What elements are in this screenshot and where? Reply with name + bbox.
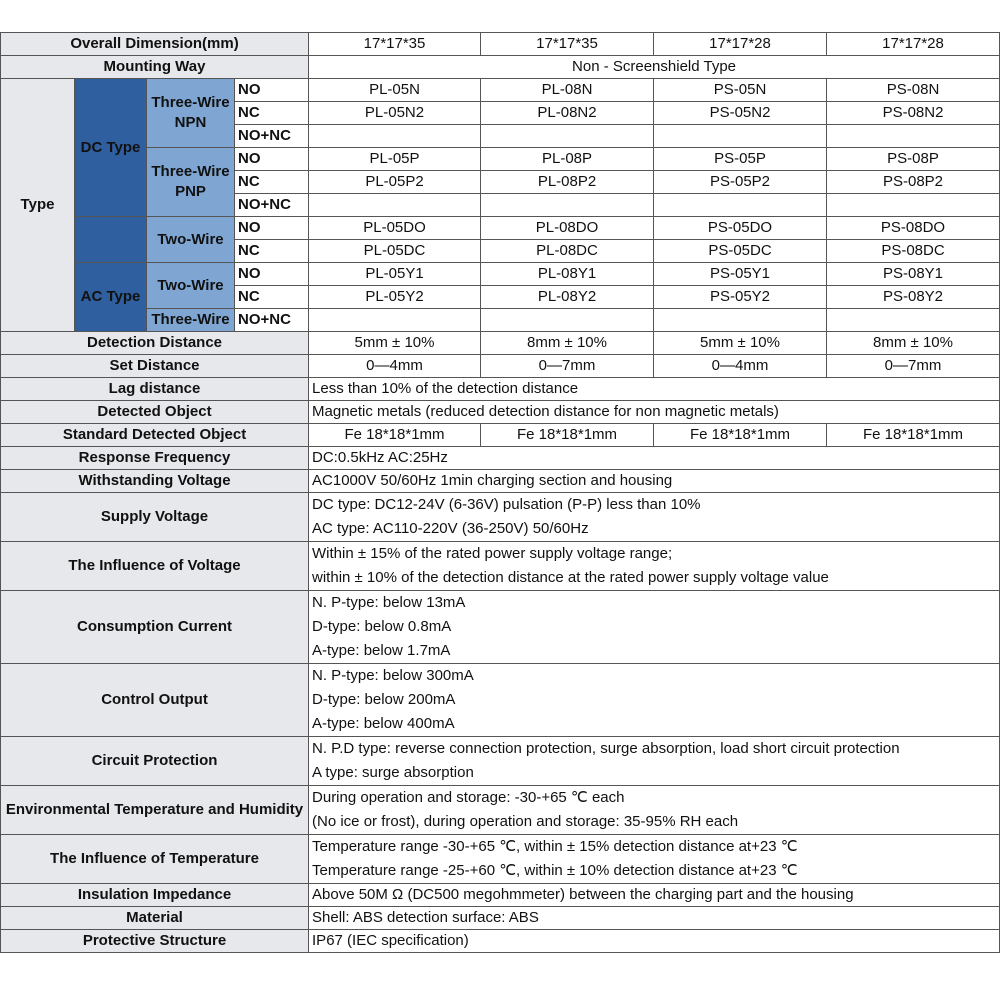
label-lag-distance: Lag distance (1, 378, 309, 401)
label-withstanding-voltage: Withstanding Voltage (1, 470, 309, 493)
detection-distance-value: 5mm ± 10% (309, 332, 481, 355)
label-three-wire-pnp: Three-Wire PNP (147, 148, 235, 217)
contact-label: NO (235, 217, 309, 240)
model-cell (309, 309, 481, 332)
set-distance-value: 0—4mm (654, 355, 827, 378)
row-type-dc-two-wire-no (1, 217, 1000, 240)
row-consumption-current (1, 591, 1000, 664)
consumption-current-line: D-type: below 0.8mA (312, 618, 452, 635)
label-ac-type: AC Type (75, 263, 147, 332)
label-circuit-protection: Circuit Protection (1, 737, 309, 786)
model-cell: PL-08DC (481, 240, 654, 263)
environment-line: During operation and storage: -30-+65 ℃ each (312, 789, 625, 806)
model-cell (309, 125, 481, 148)
model-cell: PL-08N2 (481, 102, 654, 125)
standard-object-value: Fe 18*18*1mm (654, 424, 827, 447)
model-cell (827, 309, 1000, 332)
model-cell (654, 125, 827, 148)
row-type-npn-no (1, 79, 1000, 102)
standard-object-value: Fe 18*18*1mm (309, 424, 481, 447)
label-overall-dimension: Overall Dimension(mm) (1, 33, 309, 56)
label-material: Material (1, 907, 309, 930)
contact-label: NO+NC (235, 125, 309, 148)
temperature-influence-line: Temperature range -25-+60 ℃, within ± 10% detection distance at+23 ℃ (312, 862, 798, 879)
supply-voltage-value (309, 493, 1000, 542)
row-material (1, 907, 1000, 930)
label-ac-three-wire: Three-Wire (147, 309, 235, 332)
standard-object-value: Fe 18*18*1mm (481, 424, 654, 447)
label-detected-object: Detected Object (1, 401, 309, 424)
voltage-influence-line: within ± 10% of the detection distance at the rated power supply voltage value (312, 569, 829, 586)
contact-label: NO+NC (235, 309, 309, 332)
supply-voltage-line: AC type: AC110-220V (36-250V) 50/60Hz (312, 520, 589, 537)
model-cell: PL-08P (481, 148, 654, 171)
model-cell: PS-05Y1 (654, 263, 827, 286)
model-cell: PS-05Y2 (654, 286, 827, 309)
model-cell: PS-05N2 (654, 102, 827, 125)
model-cell: PS-08N2 (827, 102, 1000, 125)
lag-distance-value: Less than 10% of the detection distance (309, 378, 1000, 401)
model-cell: PS-08DO (827, 217, 1000, 240)
contact-label: NO (235, 148, 309, 171)
detection-distance-value: 8mm ± 10% (481, 332, 654, 355)
model-cell: PS-05P2 (654, 171, 827, 194)
label-standard-detected-object: Standard Detected Object (1, 424, 309, 447)
circuit-protection-line: N. P.D type: reverse connection protection, surge absorption, load short circuit protection (312, 740, 900, 757)
row-circuit-protection (1, 737, 1000, 786)
dimension-value: 17*17*28 (654, 33, 827, 56)
voltage-influence-line: Within ± 15% of the rated power supply voltage range; (312, 545, 673, 562)
label-consumption-current: Consumption Current (1, 591, 309, 664)
label-set-distance: Set Distance (1, 355, 309, 378)
dimension-value: 17*17*35 (309, 33, 481, 56)
model-cell: PL-08Y2 (481, 286, 654, 309)
model-cell: PL-05P (309, 148, 481, 171)
detection-distance-value: 8mm ± 10% (827, 332, 1000, 355)
row-standard-detected-object (1, 424, 1000, 447)
model-cell: PL-05P2 (309, 171, 481, 194)
set-distance-value: 0—7mm (827, 355, 1000, 378)
row-type-ac-three-wire (1, 309, 1000, 332)
circuit-protection-line: A type: surge absorption (312, 764, 474, 781)
consumption-current-line: A-type: below 1.7mA (312, 642, 451, 659)
model-cell: PL-05DO (309, 217, 481, 240)
contact-label: NO (235, 263, 309, 286)
protective-structure-value: IP67 (IEC specification) (309, 930, 1000, 953)
control-output-line: A-type: below 400mA (312, 715, 455, 732)
model-cell: PL-08N (481, 79, 654, 102)
model-cell: PL-05Y2 (309, 286, 481, 309)
model-cell: PS-05DC (654, 240, 827, 263)
label-control-output: Control Output (1, 664, 309, 737)
insulation-value: Above 50M Ω (DC500 megohmmeter) between the charging part and the housing (309, 884, 1000, 907)
model-cell: PS-05N (654, 79, 827, 102)
label-mounting-way: Mounting Way (1, 56, 309, 79)
control-output-line: N. P-type: below 300mA (312, 667, 474, 684)
contact-label: NC (235, 102, 309, 125)
row-type-ac-two-wire-no (1, 263, 1000, 286)
material-value: Shell: ABS detection surface: ABS (309, 907, 1000, 930)
model-cell: PS-08N (827, 79, 1000, 102)
response-frequency-value: DC:0.5kHz AC:25Hz (309, 447, 1000, 470)
label-temperature-influence: The Influence of Temperature (1, 835, 309, 884)
row-mounting-way (1, 56, 1000, 79)
model-cell: PL-05N2 (309, 102, 481, 125)
model-cell: PL-05Y1 (309, 263, 481, 286)
model-cell (827, 125, 1000, 148)
model-cell (654, 194, 827, 217)
model-cell: PL-08DO (481, 217, 654, 240)
voltage-influence-value (309, 542, 1000, 591)
row-supply-voltage (1, 493, 1000, 542)
label-protective-structure: Protective Structure (1, 930, 309, 953)
label-supply-voltage: Supply Voltage (1, 493, 309, 542)
row-detected-object (1, 401, 1000, 424)
supply-voltage-line: DC type: DC12-24V (6-36V) pulsation (P-P) less than 10% (312, 496, 701, 513)
set-distance-value: 0—7mm (481, 355, 654, 378)
row-protective-structure (1, 930, 1000, 953)
contact-label: NC (235, 171, 309, 194)
model-cell: PS-05DO (654, 217, 827, 240)
environment-value (309, 786, 1000, 835)
dimension-value: 17*17*28 (827, 33, 1000, 56)
dc-type-continuation (75, 217, 147, 263)
withstanding-voltage-value: AC1000V 50/60Hz 1min charging section and housing (309, 470, 1000, 493)
spec-table (0, 32, 1000, 953)
model-cell (481, 309, 654, 332)
row-type-pnp-no (1, 148, 1000, 171)
row-control-output (1, 664, 1000, 737)
row-voltage-influence (1, 542, 1000, 591)
contact-label: NO+NC (235, 194, 309, 217)
label-voltage-influence: The Influence of Voltage (1, 542, 309, 591)
temperature-influence-value (309, 835, 1000, 884)
label-insulation: Insulation Impedance (1, 884, 309, 907)
contact-label: NC (235, 240, 309, 263)
detection-distance-value: 5mm ± 10% (654, 332, 827, 355)
mounting-value: Non - Screenshield Type (309, 56, 1000, 79)
label-three-wire-npn: Three-Wire NPN (147, 79, 235, 148)
row-overall-dimension (1, 33, 1000, 56)
model-cell: PS-05P (654, 148, 827, 171)
row-temperature-influence (1, 835, 1000, 884)
model-cell (827, 194, 1000, 217)
circuit-protection-value (309, 737, 1000, 786)
label-response-frequency: Response Frequency (1, 447, 309, 470)
model-cell: PS-08Y1 (827, 263, 1000, 286)
row-withstanding-voltage (1, 470, 1000, 493)
label-type: Type (1, 79, 75, 332)
label-detection-distance: Detection Distance (1, 332, 309, 355)
model-cell (481, 194, 654, 217)
model-cell: PL-08P2 (481, 171, 654, 194)
standard-object-value: Fe 18*18*1mm (827, 424, 1000, 447)
model-cell: PL-05N (309, 79, 481, 102)
detected-object-value: Magnetic metals (reduced detection distance for non magnetic metals) (309, 401, 1000, 424)
control-output-line: D-type: below 200mA (312, 691, 456, 708)
model-cell: PS-08P2 (827, 171, 1000, 194)
row-environment (1, 786, 1000, 835)
environment-line: (No ice or frost), during operation and storage: 35-95% RH each (312, 813, 739, 830)
label-dc-two-wire: Two-Wire (147, 217, 235, 263)
model-cell: PL-05DC (309, 240, 481, 263)
model-cell: PS-08Y2 (827, 286, 1000, 309)
contact-label: NC (235, 286, 309, 309)
consumption-current-line: N. P-type: below 13mA (312, 594, 466, 611)
label-ac-two-wire: Two-Wire (147, 263, 235, 309)
control-output-value (309, 664, 1000, 737)
row-response-frequency (1, 447, 1000, 470)
row-set-distance (1, 355, 1000, 378)
contact-label: NO (235, 79, 309, 102)
dimension-value: 17*17*35 (481, 33, 654, 56)
model-cell: PS-08DC (827, 240, 1000, 263)
label-environment: Environmental Temperature and Humidity (1, 786, 309, 835)
row-insulation (1, 884, 1000, 907)
model-cell: PS-08P (827, 148, 1000, 171)
temperature-influence-line: Temperature range -30-+65 ℃, within ± 15% detection distance at+23 ℃ (312, 838, 798, 855)
row-detection-distance (1, 332, 1000, 355)
model-cell: PL-08Y1 (481, 263, 654, 286)
set-distance-value: 0—4mm (309, 355, 481, 378)
row-lag-distance (1, 378, 1000, 401)
model-cell (309, 194, 481, 217)
label-dc-type: DC Type (75, 79, 147, 217)
model-cell (481, 125, 654, 148)
model-cell (654, 309, 827, 332)
consumption-current-value (309, 591, 1000, 664)
